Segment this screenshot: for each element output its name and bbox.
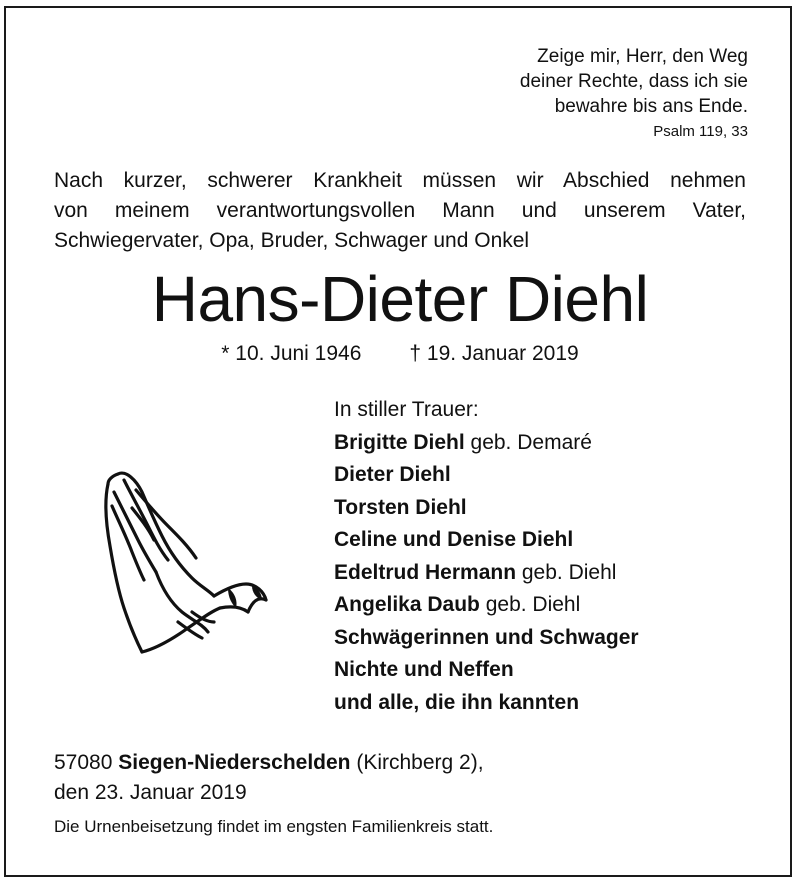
mourner-name: Nichte und Neffen — [334, 658, 514, 681]
mourner-name: Dieter Diehl — [334, 463, 451, 486]
mourner-suffix: geb. Diehl — [479, 593, 581, 616]
address-line — [54, 748, 484, 778]
list-item — [334, 524, 639, 557]
mourners-heading: In stiller Trauer: — [334, 398, 479, 421]
verse-line: Zeige mir, Herr, den Weg — [537, 46, 748, 67]
verse-line: deiner Rechte, dass ich sie — [519, 71, 748, 92]
intro-line: Nach kurzer, schwerer Krankheit müssen wir Abschied nehmen — [54, 169, 746, 192]
mourner-suffix: geb. Demaré — [464, 430, 592, 454]
praying-hands-icon — [96, 462, 272, 662]
mourner-suffix: geb. Diehl — [516, 560, 617, 584]
deceased-name: Hans-Dieter Diehl — [151, 263, 649, 335]
mourner-name: und alle, die ihn kannten — [334, 690, 580, 714]
mourner-name: Schwägerinnen und Schwager — [334, 625, 639, 649]
intro-line: Schwiegervater, Opa, Bruder, Schwager und Onkel — [54, 229, 530, 252]
mourners-list — [334, 394, 639, 719]
mourner-name: Edeltrud Hermann — [334, 560, 517, 584]
verse-line: bewahre bis ans Ende. — [554, 96, 748, 117]
mourner-name: Angelika Daub — [334, 593, 480, 616]
city: Siegen-Niederschelden — [118, 751, 351, 774]
list-item — [334, 427, 639, 460]
list-item — [334, 557, 639, 590]
list-item — [334, 687, 639, 720]
bible-verse — [520, 44, 748, 144]
mourner-name: Celine und Denise Diehl — [334, 528, 574, 551]
intro-text — [54, 166, 746, 256]
place-and-date — [54, 748, 484, 808]
list-item — [334, 492, 639, 525]
list-item — [334, 589, 639, 622]
notice-date: den 23. Januar 2019 — [54, 781, 247, 804]
life-dates — [0, 340, 800, 368]
mourner-name: Torsten Diehl — [334, 495, 467, 519]
postcode: 57080 — [54, 751, 113, 774]
list-item — [334, 622, 639, 655]
death-date: † 19. Januar 2019 — [409, 342, 579, 365]
mourner-name: Brigitte Diehl — [334, 430, 465, 454]
verse-reference: Psalm 119, 33 — [653, 123, 748, 140]
burial-note: Die Urnenbeisetzung findet im engsten Familienkreis statt. — [54, 817, 494, 836]
list-item — [334, 459, 639, 492]
birth-date: * 10. Juni 1946 — [221, 342, 362, 365]
list-item — [334, 654, 639, 687]
intro-line: von meinem verantwortungsvollen Mann und unserem Vater, — [54, 199, 746, 222]
street-address: (Kirchberg 2), — [356, 751, 484, 774]
